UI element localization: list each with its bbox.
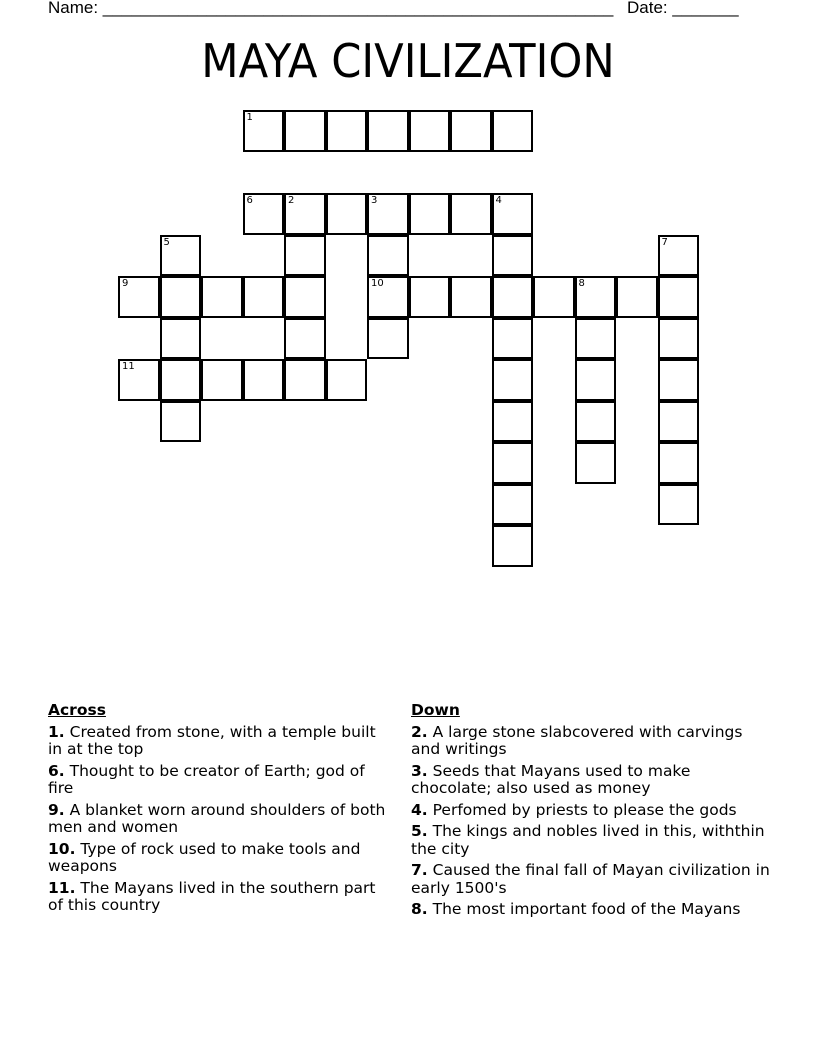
clue-text: Caused the final fall of Mayan civilization in early 1500's [411, 861, 770, 897]
down-clue [411, 763, 771, 798]
grid-cell[interactable] [326, 193, 368, 235]
grid-cell[interactable] [575, 276, 617, 318]
cell-number: 8 [578, 278, 585, 289]
grid-cell[interactable] [243, 359, 285, 401]
grid-cell[interactable] [367, 193, 409, 235]
clue-text: Created from stone, with a temple built in at the top [48, 722, 376, 758]
grid-cell[interactable] [658, 276, 700, 318]
clue-number: 11. [48, 878, 76, 897]
grid-cell[interactable] [533, 276, 575, 318]
grid-cell[interactable] [658, 442, 700, 484]
across-clue [48, 841, 393, 876]
grid-cell[interactable] [575, 359, 617, 401]
cell-number: 10 [371, 278, 384, 289]
grid-cell[interactable] [450, 193, 492, 235]
down-clues [411, 702, 771, 923]
clue-number: 10. [48, 839, 76, 858]
grid-cell[interactable] [284, 110, 326, 152]
grid-cell[interactable] [243, 110, 285, 152]
clue-text: The Mayans lived in the southern part of this country [48, 878, 376, 914]
across-clue-list [48, 724, 393, 915]
down-heading: Down [411, 701, 460, 719]
grid-cell[interactable] [658, 401, 700, 443]
clue-number: 8. [411, 900, 428, 918]
grid-cell[interactable] [492, 359, 534, 401]
clue-text: Type of rock used to make tools and weapons [48, 839, 361, 875]
clue-text: The kings and nobles lived in this, withthin the city [411, 822, 765, 858]
grid-cell[interactable] [201, 276, 243, 318]
clue-number: 9. [48, 800, 65, 819]
grid-cell[interactable] [616, 276, 658, 318]
grid-cell[interactable] [367, 110, 409, 152]
down-clue [411, 823, 771, 858]
grid-cell[interactable] [575, 318, 617, 360]
grid-cell[interactable] [658, 235, 700, 277]
grid-cell[interactable] [284, 276, 326, 318]
grid-cell[interactable] [367, 235, 409, 277]
clue-number: 1. [48, 722, 65, 741]
grid-cell[interactable] [575, 401, 617, 443]
grid-cell[interactable] [492, 235, 534, 277]
down-clue-list [411, 724, 771, 919]
clue-number: 2. [411, 722, 428, 741]
cell-number: 6 [246, 195, 253, 206]
grid-cell[interactable] [492, 525, 534, 567]
grid-cell[interactable] [284, 318, 326, 360]
page-title: MAYA CIVILIZATION [201, 34, 615, 88]
grid-cell[interactable] [367, 318, 409, 360]
clue-number: 3. [411, 761, 428, 780]
down-clue [411, 802, 771, 820]
grid-cell[interactable] [492, 276, 534, 318]
grid-cell[interactable] [492, 484, 534, 526]
grid-cell[interactable] [160, 235, 202, 277]
across-clue [48, 802, 393, 837]
grid-cell[interactable] [492, 442, 534, 484]
grid-cell[interactable] [160, 401, 202, 443]
clue-number: 4. [411, 800, 428, 819]
across-clue [48, 724, 393, 759]
clue-text: Perfomed by priests to please the gods [432, 800, 737, 819]
down-clue [411, 901, 771, 919]
grid-cell[interactable] [160, 276, 202, 318]
name-field[interactable]: Name: ______________________________________________________ [48, 0, 614, 17]
across-clues [48, 702, 393, 919]
cell-number: 5 [163, 236, 170, 248]
clue-text: The most important food of the Mayans [432, 900, 741, 918]
grid-cell[interactable] [658, 318, 700, 360]
grid-cell[interactable] [492, 401, 534, 443]
grid-cell[interactable] [201, 359, 243, 401]
grid-cell[interactable] [326, 110, 368, 152]
grid-cell[interactable] [658, 359, 700, 401]
down-clue [411, 862, 771, 897]
grid-cell[interactable] [492, 193, 534, 235]
cell-number: 3 [371, 195, 378, 206]
grid-cell[interactable] [284, 193, 326, 235]
grid-cell[interactable] [118, 359, 160, 401]
grid-cell[interactable] [492, 110, 534, 152]
clue-text: Seeds that Mayans used to make chocolate; also used as money [411, 761, 691, 797]
grid-cell[interactable] [243, 193, 285, 235]
grid-cell[interactable] [243, 276, 285, 318]
grid-cell[interactable] [409, 276, 451, 318]
grid-cell[interactable] [284, 359, 326, 401]
across-heading: Across [48, 701, 106, 719]
grid-cell[interactable] [118, 276, 160, 318]
grid-cell[interactable] [367, 276, 409, 318]
date-field[interactable]: Date: _______ [627, 0, 739, 17]
clue-text: A large stone slabcovered with carvings and writings [411, 722, 743, 758]
grid-cell[interactable] [575, 442, 617, 484]
clue-number: 5. [411, 822, 428, 840]
clue-number: 6. [48, 761, 65, 780]
grid-cell[interactable] [160, 318, 202, 360]
grid-cell[interactable] [450, 110, 492, 152]
grid-cell[interactable] [409, 193, 451, 235]
cell-number: 7 [661, 236, 668, 248]
grid-cell[interactable] [326, 359, 368, 401]
cell-number: 11 [122, 361, 135, 372]
down-clue [411, 724, 771, 759]
grid-cell[interactable] [658, 484, 700, 526]
clue-number: 7. [411, 861, 428, 879]
across-clue [48, 763, 393, 798]
cell-number: 4 [495, 195, 502, 206]
cell-number: 9 [122, 278, 129, 289]
grid-cell[interactable] [284, 235, 326, 277]
cell-number: 1 [246, 112, 253, 123]
clue-text: A blanket worn around shoulders of both men and women [48, 800, 386, 836]
grid-cell[interactable] [450, 276, 492, 318]
grid-cell[interactable] [492, 318, 534, 360]
grid-cell[interactable] [409, 110, 451, 152]
across-clue [48, 880, 393, 915]
clue-text: Thought to be creator of Earth; god of fire [48, 761, 365, 797]
grid-cell[interactable] [160, 359, 202, 401]
cell-number: 2 [288, 195, 295, 206]
